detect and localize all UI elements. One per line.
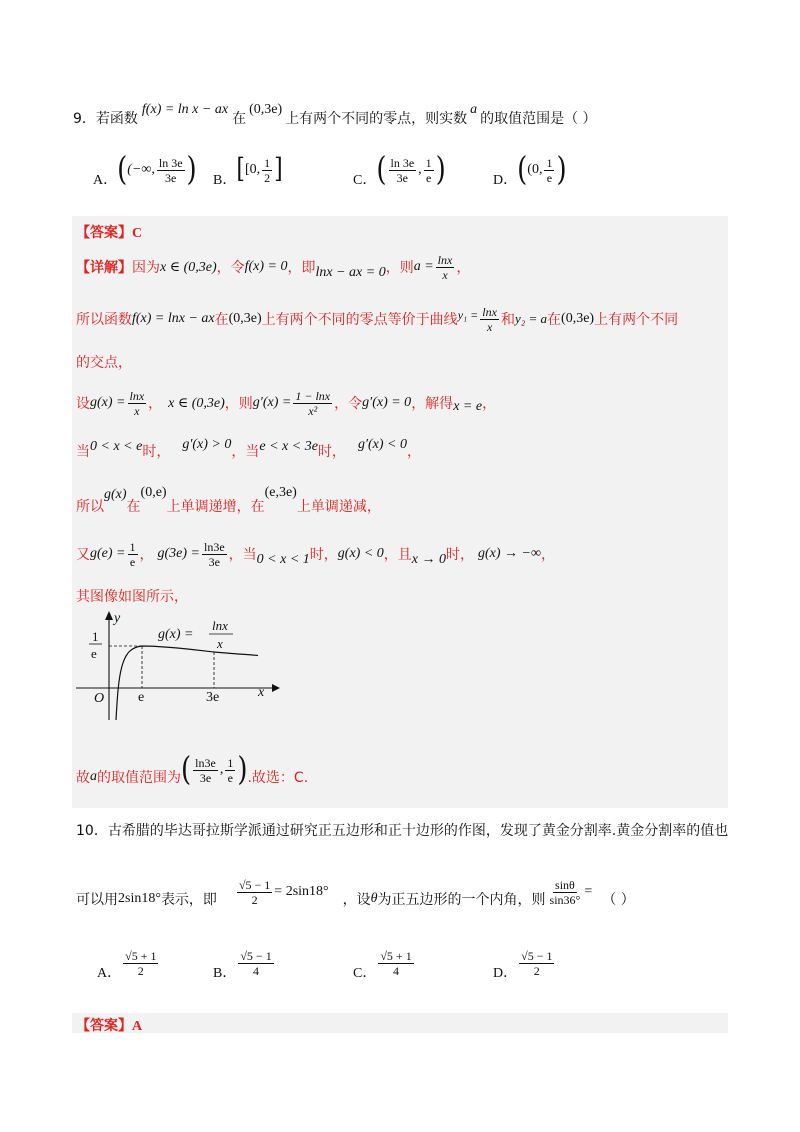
frac-num: lnx bbox=[437, 252, 453, 267]
option-label: B． bbox=[213, 173, 237, 188]
paren-open: ( bbox=[376, 151, 387, 189]
frac-den: sin36° bbox=[549, 892, 581, 907]
math: (0,3e) bbox=[228, 311, 262, 326]
option-num: √5 + 1 bbox=[125, 948, 157, 963]
text: ，当 bbox=[228, 547, 257, 563]
text: 所以 bbox=[76, 499, 104, 515]
math: (0,3e) bbox=[561, 311, 595, 326]
paren-open: ( bbox=[517, 151, 528, 189]
option-a-left: (−∞, bbox=[127, 162, 155, 177]
math: a bbox=[90, 769, 97, 784]
x-label: x bbox=[258, 685, 265, 700]
math: g(e) = bbox=[90, 546, 126, 561]
frac-den: e bbox=[227, 770, 233, 785]
math: θ bbox=[370, 891, 378, 906]
text: 时， bbox=[317, 444, 346, 460]
frac-num: lnx bbox=[482, 304, 497, 319]
math: x = e bbox=[453, 399, 483, 414]
text: 当 bbox=[76, 444, 90, 460]
math: = bbox=[584, 884, 593, 899]
option-label: A． bbox=[97, 966, 122, 981]
text: 表示，即 bbox=[160, 892, 217, 908]
frac-den: x bbox=[486, 319, 493, 334]
frac-den: x bbox=[134, 403, 140, 418]
text: ，则 bbox=[385, 260, 414, 276]
text: 可以用 bbox=[76, 892, 118, 908]
frac-den: 3e bbox=[208, 554, 220, 569]
q9-option-a bbox=[93, 150, 197, 190]
one-over-e-den: e bbox=[91, 646, 97, 661]
text: ， bbox=[139, 547, 154, 563]
q9-stem bbox=[73, 98, 597, 138]
detail-line-8: 其图像如图所示， bbox=[76, 589, 188, 605]
q10-option-b bbox=[213, 943, 276, 983]
option-c-sep: , bbox=[418, 162, 422, 177]
detail-line-3: 的交点， bbox=[76, 355, 132, 371]
option-num: √5 − 1 bbox=[240, 948, 272, 963]
text: 时， bbox=[309, 547, 338, 563]
option-label: B． bbox=[213, 966, 237, 981]
text: ，且 bbox=[383, 547, 412, 563]
answer-value: C bbox=[132, 226, 143, 241]
option-c-num2: 1 bbox=[425, 155, 432, 170]
option-c-num1: ln 3e bbox=[390, 155, 415, 170]
q9-text-tail: 的取值范围是（ ） bbox=[480, 111, 597, 127]
answer10-box bbox=[72, 1013, 728, 1033]
q9-option-b bbox=[213, 150, 283, 190]
text: 又 bbox=[76, 547, 90, 563]
option-a-num: ln 3e bbox=[158, 155, 183, 170]
text: ，令 bbox=[334, 396, 363, 412]
answer-tag: 【答案】 bbox=[76, 1018, 132, 1034]
frac-num: 1 bbox=[227, 755, 234, 770]
q9-param-a: a bbox=[470, 102, 478, 117]
text: 因为 bbox=[132, 260, 160, 276]
frac-num: 1 bbox=[129, 539, 136, 554]
text: 故 bbox=[76, 770, 90, 786]
answer-tag: 【答案】 bbox=[76, 225, 132, 241]
option-den: 2 bbox=[533, 963, 540, 978]
e-tick-label: e bbox=[138, 690, 145, 705]
detail-tag: 【详解】 bbox=[76, 260, 132, 276]
option-label: C． bbox=[353, 173, 377, 188]
option-label: D． bbox=[493, 173, 518, 188]
frac-den: 2 bbox=[251, 892, 258, 907]
option-label: A． bbox=[93, 173, 118, 188]
text: 上单调递增，在 bbox=[166, 499, 265, 515]
math: g′(x) = 0 bbox=[362, 395, 412, 410]
frac-den: x² bbox=[308, 403, 318, 418]
q10-option-a bbox=[97, 943, 160, 983]
option-num: √5 + 1 bbox=[380, 948, 412, 963]
option-d-num: 1 bbox=[546, 155, 553, 170]
gx-curve bbox=[116, 646, 258, 720]
text: 所以函数 bbox=[76, 312, 132, 328]
g-den: x bbox=[217, 636, 223, 651]
text: ， bbox=[456, 260, 471, 276]
detail-line-9 bbox=[76, 748, 308, 792]
paren-close: ) bbox=[556, 151, 567, 189]
math: g′(x) < 0 bbox=[357, 437, 407, 452]
text: ，则 bbox=[224, 396, 253, 412]
q10-line-1: 10．古希腊的毕达哥拉斯学派通过研究正五边形和正十边形的作图，发现了黄金分割率.黄金分割率的值也 bbox=[76, 823, 729, 839]
text: ， bbox=[148, 396, 163, 412]
frac-num: ln3e bbox=[204, 539, 225, 554]
frac-num: √5 − 1 bbox=[238, 877, 271, 892]
bracket-close: ] bbox=[274, 153, 283, 185]
math: = 2sin18° bbox=[274, 884, 329, 899]
answer9 bbox=[76, 222, 142, 242]
option-c-den1: 3e bbox=[396, 170, 408, 185]
math: e < x < 3e bbox=[259, 439, 318, 454]
function-graph bbox=[76, 608, 286, 723]
math: 2sin18° bbox=[118, 891, 161, 906]
one-over-e-num: 1 bbox=[92, 629, 99, 644]
q9-text-post: 上有两个不同的零点，则实数 bbox=[285, 111, 468, 127]
math: f(x) = 0 bbox=[244, 259, 288, 274]
math: x ∈ (0,3e) bbox=[168, 395, 225, 411]
paren-open: ( bbox=[181, 751, 192, 789]
math: g′(x) > 0 bbox=[182, 437, 232, 452]
math: g(x) = bbox=[90, 395, 126, 410]
text: 设 bbox=[76, 396, 90, 412]
frac-num: ln3e bbox=[195, 755, 216, 770]
3e-tick-label: 3e bbox=[206, 690, 220, 705]
paren-close: ) bbox=[435, 151, 446, 189]
option-c-den2: e bbox=[426, 170, 432, 185]
g-num: lnx bbox=[212, 618, 228, 633]
option-d-left: (0, bbox=[527, 162, 543, 177]
text: 时， bbox=[142, 444, 171, 460]
math: y₁ = bbox=[457, 307, 479, 322]
frac-num: 1 − lnx bbox=[295, 388, 331, 403]
q10-line-2 bbox=[76, 872, 635, 912]
text: 在 bbox=[214, 312, 229, 328]
y-label: y bbox=[114, 611, 121, 626]
text: ，令 bbox=[216, 260, 245, 276]
option-d-den: e bbox=[546, 170, 553, 185]
q9-function: f(x) = ln x − ax bbox=[141, 102, 229, 117]
answer10 bbox=[76, 1015, 142, 1035]
frac-num: lnx bbox=[129, 388, 145, 403]
bracket-open: [ bbox=[236, 153, 245, 185]
frac-den: 3e bbox=[199, 770, 212, 785]
option-b-num: 1 bbox=[264, 155, 271, 170]
q9-option-d bbox=[493, 150, 567, 190]
g-label: g(x) = bbox=[158, 627, 194, 642]
text: ，解得 bbox=[411, 396, 454, 412]
option-label: D． bbox=[493, 966, 518, 981]
text: ， bbox=[482, 396, 497, 412]
answer-value: A bbox=[132, 1019, 143, 1034]
q9-option-c bbox=[353, 150, 446, 190]
text: 和 bbox=[500, 312, 515, 328]
math: g(3e) = bbox=[157, 546, 200, 561]
y-axis-arrow bbox=[105, 611, 113, 620]
text: 在 bbox=[126, 499, 141, 515]
math: g(x) bbox=[104, 487, 127, 502]
origin-label: O bbox=[94, 691, 105, 706]
q9-interval: (0,3e) bbox=[249, 102, 283, 117]
text: ，即 bbox=[287, 260, 316, 276]
text: ， bbox=[540, 547, 555, 563]
text: ，设 bbox=[342, 892, 371, 908]
frac-den: x bbox=[442, 267, 448, 282]
q9-number: 9． bbox=[73, 111, 96, 127]
option-b-den: 2 bbox=[264, 170, 271, 185]
q9-text-pre: 若函数 bbox=[95, 111, 138, 127]
option-den: 4 bbox=[253, 963, 260, 978]
math: a = bbox=[413, 259, 434, 274]
math: (0,e) bbox=[140, 485, 167, 500]
math: 0 < x < 1 bbox=[256, 552, 310, 567]
math: lnx − ax = 0 bbox=[315, 265, 386, 280]
math: g(x) < 0 bbox=[337, 546, 384, 561]
text: 的取值范围为 bbox=[97, 770, 181, 786]
q10-option-c bbox=[353, 943, 416, 983]
text: 上有两个不同的零点等价于曲线 bbox=[261, 312, 458, 328]
q10-option-d bbox=[493, 943, 556, 983]
detail-line-4 bbox=[76, 386, 496, 420]
text: 在 bbox=[547, 312, 562, 328]
math: x ∈ (0,3e) bbox=[160, 259, 217, 275]
option-a-den: 3e bbox=[165, 170, 177, 185]
math: x → 0 bbox=[411, 552, 446, 567]
paren-close: ) bbox=[237, 751, 248, 789]
math: y₂ = a bbox=[514, 311, 548, 326]
math: f(x) = lnx − ax bbox=[132, 311, 215, 326]
detail-line-6 bbox=[76, 484, 381, 518]
paren-open: ( bbox=[117, 151, 128, 189]
option-num: √5 − 1 bbox=[521, 948, 553, 963]
option-b-left: [0, bbox=[244, 162, 261, 177]
paren-close: ) bbox=[186, 151, 197, 189]
q9-text-on: 在 bbox=[232, 111, 247, 127]
text: .故选：C. bbox=[247, 770, 309, 786]
sep: , bbox=[219, 762, 224, 777]
detail-line-2 bbox=[76, 302, 678, 336]
frac-den: e bbox=[129, 554, 136, 569]
option-den: 4 bbox=[393, 963, 400, 978]
option-label: C． bbox=[353, 966, 377, 981]
math: g′(x) = bbox=[252, 395, 292, 410]
detail-line-5 bbox=[76, 434, 421, 468]
option-den: 2 bbox=[137, 963, 144, 978]
math: 0 < x < e bbox=[90, 439, 143, 454]
text: ， bbox=[407, 444, 421, 460]
detail-line-7 bbox=[76, 536, 555, 572]
math: g(x) → −∞ bbox=[478, 546, 541, 561]
text: 上有两个不同 bbox=[594, 312, 679, 328]
detail-line-1 bbox=[76, 250, 470, 284]
x-axis-arrow bbox=[272, 684, 280, 692]
text: 上单调递减， bbox=[296, 499, 381, 515]
text: 为正五边形的一个内角，则 bbox=[377, 892, 546, 908]
text: 时， bbox=[446, 547, 474, 563]
frac-num: sinθ bbox=[555, 877, 575, 892]
text: ，当 bbox=[231, 444, 260, 460]
math: (e,3e) bbox=[264, 485, 297, 500]
text: （ ） bbox=[602, 892, 635, 908]
